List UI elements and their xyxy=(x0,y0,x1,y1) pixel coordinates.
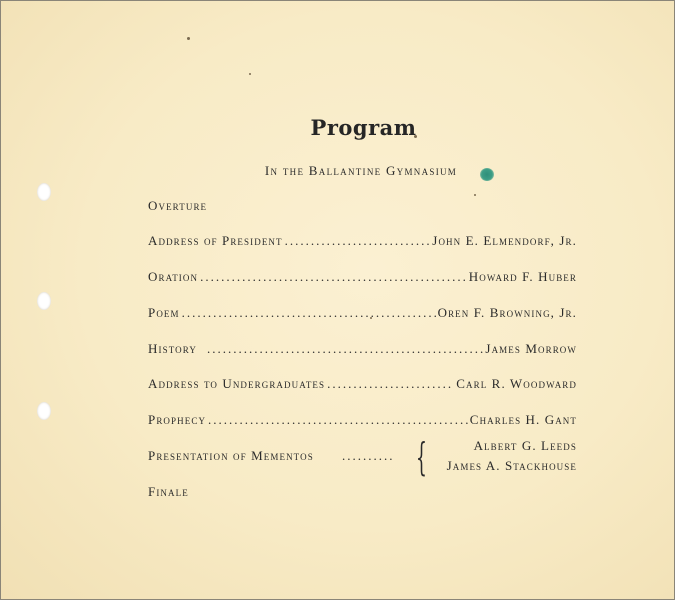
punch-hole xyxy=(37,183,51,201)
dot-leader xyxy=(327,376,454,392)
program-item-name: Charles H. Gant xyxy=(469,412,577,427)
program-row xyxy=(148,412,577,428)
program-item-label: History xyxy=(148,341,197,356)
dot-leader: .......... xyxy=(342,448,395,463)
program-item-name: James Morrow xyxy=(485,341,577,356)
program-row xyxy=(148,305,577,321)
program-location: In the Ballantine Gymnasium xyxy=(264,163,458,178)
overture-item: Overture xyxy=(148,198,208,213)
memento-presenter: Albert G. Leeds xyxy=(473,438,577,453)
punch-hole xyxy=(37,292,51,310)
dot-leader xyxy=(285,233,431,249)
program-title: Program xyxy=(310,115,417,140)
dot-leader xyxy=(182,305,436,321)
program-item-label: Address to Undergraduates xyxy=(148,376,326,391)
program-row xyxy=(148,269,577,285)
program-item-label: Prophecy xyxy=(148,412,207,427)
dot-leader xyxy=(207,341,483,357)
memento-presenter: James A. Stackhouse xyxy=(446,458,577,473)
finale-item: Finale xyxy=(148,484,189,499)
program-item-name: Carl R. Woodward xyxy=(456,376,577,391)
paper-speck xyxy=(474,194,476,196)
program-item-name: John E. Elmendorf, Jr. xyxy=(432,233,577,248)
dot-leader xyxy=(208,412,468,428)
curly-brace: { xyxy=(415,435,428,479)
paper-speck xyxy=(249,73,251,75)
program-row xyxy=(148,376,577,392)
program-item-label: Address of President xyxy=(148,233,283,248)
punch-hole xyxy=(37,402,51,420)
program-row xyxy=(148,341,577,357)
program-item-name: Howard F. Huber xyxy=(468,269,577,284)
mementos-label: Presentation of Mementos xyxy=(148,448,314,463)
dot-leader xyxy=(200,269,467,285)
program-item-name: Oren F. Browning, Jr. xyxy=(437,305,577,320)
mementos-row xyxy=(148,435,577,479)
program-item-label: Poem xyxy=(148,305,180,320)
paper-speck xyxy=(187,37,190,40)
program-item-label: Oration xyxy=(148,269,199,284)
program-row xyxy=(148,233,577,249)
